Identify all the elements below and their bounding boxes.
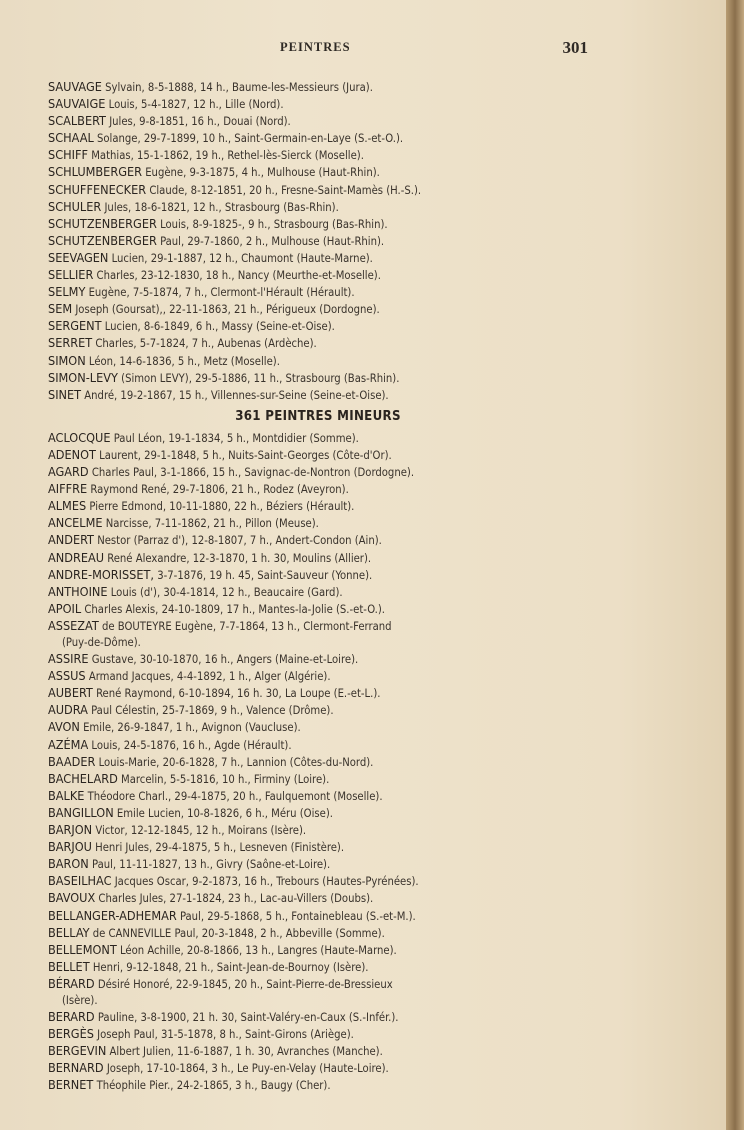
entry-details: Théodore Charl., 29-4-1875, 20 h., Faulquemont (Moselle). (87, 789, 383, 803)
list-entry (48, 318, 588, 335)
entry-name: BELLANGER-ADHEMAR (48, 907, 177, 923)
entry-name: SAUVAGE (48, 79, 102, 94)
entry-details: Victor, 12-12-1845, 12 h., Moirans (Isère). (95, 824, 307, 838)
list-entry (48, 873, 588, 890)
entry-name: SERRET (48, 335, 93, 351)
list-entry (48, 515, 588, 532)
entry-details: Louis (d'), 30-4-1814, 12 h., Beaucaire (Gard). (110, 585, 343, 599)
entry-name: SCHLUMBERGER (48, 164, 142, 180)
list-entry (48, 822, 588, 839)
entry-details: Eugène, 9-3-1875, 4 h., Mulhouse (Haut-Rhin). (145, 166, 380, 180)
list-entry (48, 447, 588, 464)
list-entry (48, 702, 588, 719)
entry-details: Henri, 9-12-1848, 21 h., Saint-Jean-de-Bournoy (Isère). (92, 960, 369, 974)
entry-name: ADENOT (48, 446, 96, 462)
entry-name: BERNET (48, 1077, 94, 1093)
page-number: 301 (562, 38, 588, 57)
entry-name: SEM (48, 301, 73, 317)
list-entry (48, 233, 588, 250)
entry-details: de CANNEVILLE Paul, 20-3-1848, 2 h., Abbeville (Somme). (92, 926, 385, 940)
entry-name: SIMON-LEVY (48, 369, 118, 385)
entry-details: Léon Achille, 20-8-1866, 13 h., Langres (Haute-Marne). (120, 943, 397, 957)
list-entry (48, 147, 588, 164)
entry-name: ASSIRE (48, 651, 89, 667)
entry-details: André, 19-2-1867, 15 h., Villennes-sur-Seine (Seine-et-Oise). (84, 388, 389, 402)
entry-name: SINET (48, 386, 82, 402)
list-entry (48, 567, 588, 584)
entry-details: Louis, 5-4-1827, 12 h., Lille (Nord). (108, 98, 284, 112)
list-entry (48, 267, 588, 284)
list-entry (48, 79, 588, 96)
entry-details: Narcisse, 7-11-1862, 21 h., Pillon (Meuse). (105, 517, 319, 531)
entry-name: BELLEMONT (48, 941, 117, 957)
entry-name: AVON (48, 719, 80, 735)
entry-name: APOIL (48, 600, 82, 616)
entry-details: Mathias, 15-1-1862, 19 h., Rethel-lès-Sierck (Moselle). (91, 149, 364, 163)
entry-name: SAUVAIGE (48, 96, 106, 112)
entry-details: Jules, 9-8-1851, 16 h., Douai (Nord). (109, 115, 291, 129)
entry-name: SEEVAGEN (48, 249, 109, 265)
list-entry (48, 788, 588, 805)
list-entry (48, 301, 588, 318)
entry-details: Léon, 14-6-1836, 5 h., Metz (Moselle). (88, 354, 280, 368)
entry-details: Emile, 26-9-1847, 1 h., Avignon (Vaucluse). (83, 721, 301, 735)
entry-details: Paul Léon, 19-1-1834, 5 h., Montdidier (Somme). (113, 431, 359, 445)
entry-name: BERNARD (48, 1060, 104, 1076)
entry-name: BERGÈS (48, 1026, 94, 1042)
entry-details: Charles, 23-12-1830, 18 h., Nancy (Meurthe-et-Moselle). (96, 269, 381, 283)
entry-name: ANTHOINE (48, 583, 108, 599)
entry-name: AZÉMA (48, 736, 89, 752)
entry-name: ASSUS (48, 668, 86, 684)
entry-name: BACHELARD (48, 770, 118, 786)
list-entry (48, 771, 588, 788)
entry-details: Armand Jacques, 4-4-1892, 1 h., Alger (Algérie). (88, 670, 331, 684)
list-entry (48, 1077, 588, 1094)
list-entry (48, 754, 588, 771)
list-entry (48, 481, 588, 498)
entry-name: ANCELME (48, 515, 103, 531)
entry-details: Pierre Edmond, 10-11-1880, 22 h., Béziers (Hérault). (89, 500, 355, 514)
entry-details: Joseph, 17-10-1864, 3 h., Le Puy-en-Velay (Haute-Loire). (106, 1062, 389, 1076)
list-entry (48, 737, 588, 754)
list-entry (48, 532, 588, 549)
list-entry (48, 284, 588, 301)
entry-details: Henri Jules, 29-4-1875, 5 h., Lesneven (Finistère). (95, 841, 345, 855)
entry-list-mineurs (48, 430, 588, 1095)
entry-details: Pauline, 3-8-1900, 21 h. 30, Saint-Valéry-en-Caux (S.-Infér.). (97, 1011, 399, 1025)
entry-details: Lucien, 29-1-1887, 12 h., Chaumont (Haute-Marne). (111, 251, 373, 265)
entry-details: René Raymond, 6-10-1894, 16 h. 30, La Loupe (E.-et-L.). (96, 687, 381, 701)
entry-name: BÉRARD (48, 975, 95, 991)
entry-details: de BOUTEYRE Eugène, 7-7-1864, 13 h., Clermont-Ferrand (101, 619, 392, 633)
list-entry (48, 387, 588, 404)
entry-details: Gustave, 30-10-1870, 16 h., Angers (Maine-et-Loire). (91, 653, 359, 667)
entry-name: ANDREAU (48, 549, 105, 565)
list-entry (48, 601, 588, 618)
list-entry (48, 890, 588, 907)
entry-details: Paul, 29-5-1868, 5 h., Fontainebleau (S.-et-M.). (179, 909, 416, 923)
list-entry (48, 584, 588, 601)
entry-name: SCHIFF (48, 147, 89, 163)
list-entry (48, 618, 588, 651)
entry-details: Paul Célestin, 25-7-1869, 9 h., Valence (Drôme). (91, 704, 334, 718)
entry-name: SCHAAL (48, 130, 94, 146)
list-entry (48, 335, 588, 352)
book-spine (726, 0, 744, 1130)
list-entry (48, 1026, 588, 1043)
entry-name: BERGEVIN (48, 1043, 107, 1059)
list-entry (48, 668, 588, 685)
entry-details: Marcelin, 5-5-1816, 10 h., Firminy (Loire). (121, 772, 330, 786)
entry-details: (Simon LEVY), 29-5-1886, 11 h., Strasbourg (Bas-Rhin). (121, 371, 400, 385)
list-entry (48, 651, 588, 668)
entry-name: BANGILLON (48, 804, 114, 820)
list-entry (48, 908, 588, 925)
entry-name: AUDRA (48, 702, 88, 718)
entry-details: 3-7-1876, 19 h. 45, Saint-Sauveur (Yonne). (157, 568, 373, 582)
entry-details: Louis, 24-5-1876, 16 h., Agde (Hérault). (91, 738, 292, 752)
running-title: PEINTRES (280, 40, 351, 54)
entry-details: Théophile Pier., 24-2-1865, 3 h., Baugy (Cher). (96, 1079, 331, 1093)
entry-details: Louis-Marie, 20-6-1828, 7 h., Lannion (Côtes-du-Nord). (98, 755, 374, 769)
list-entry (48, 550, 588, 567)
entry-continuation: (Puy-de-Dôme). (62, 636, 141, 649)
list-entry (48, 685, 588, 702)
entry-name: SIMON (48, 352, 86, 368)
list-entry (48, 839, 588, 856)
entry-name: SCHUTZENBERGER (48, 215, 157, 231)
entry-name: BAVOUX (48, 890, 96, 906)
list-entry (48, 856, 588, 873)
entry-details: Lucien, 8-6-1849, 6 h., Massy (Seine-et-Oise). (104, 320, 335, 334)
entry-details: Sylvain, 8-5-1888, 14 h., Baume-les-Messieurs (Jura). (105, 81, 373, 94)
entry-details: Paul, 11-11-1827, 13 h., Givry (Saône-et-Loire). (92, 858, 331, 872)
entry-details: Joseph Paul, 31-5-1878, 8 h., Saint-Girons (Ariège). (97, 1028, 354, 1042)
list-entry (48, 130, 588, 147)
entry-name: BARON (48, 856, 89, 872)
entry-name: ACLOCQUE (48, 429, 111, 445)
entry-details: Désiré Honoré, 22-9-1845, 20 h., Saint-Pierre-de-Bressieux (97, 977, 393, 991)
list-entry (48, 719, 588, 736)
entry-details: Laurent, 29-1-1848, 5 h., Nuits-Saint-Georges (Côte-d'Or). (99, 448, 392, 462)
entry-name: AUBERT (48, 685, 93, 701)
list-entry (48, 96, 588, 113)
list-entry (48, 925, 588, 942)
section-heading: 361 PEINTRES MINEURS (235, 408, 401, 424)
list-entry (48, 250, 588, 267)
entry-name: SCHUTZENBERGER (48, 232, 157, 248)
list-entry (48, 216, 588, 233)
list-entry (48, 976, 588, 1009)
entry-name: BAADER (48, 753, 96, 769)
entry-name: BELLET (48, 958, 90, 974)
entry-name: BASEILHAC (48, 873, 112, 889)
list-entry (48, 942, 588, 959)
list-entry (48, 1009, 588, 1026)
entry-details: Raymond René, 29-7-1806, 21 h., Rodez (Aveyron). (90, 483, 349, 497)
entry-details: Joseph (Goursat),, 22-11-1863, 21 h., Périgueux (Dordogne). (75, 303, 380, 317)
entry-details: Albert Julien, 11-6-1887, 1 h. 30, Avranches (Manche). (109, 1045, 383, 1059)
entry-details: Emile Lucien, 10-8-1826, 6 h., Méru (Oise). (116, 806, 333, 820)
list-entry (48, 959, 588, 976)
entry-name: AGARD (48, 464, 89, 480)
list-entry (48, 353, 588, 370)
entry-name: SELMY (48, 284, 86, 300)
entry-name: SERGENT (48, 318, 102, 334)
entry-name: BERARD (48, 1009, 95, 1025)
list-entry (48, 113, 588, 130)
entry-name: SCHULER (48, 198, 102, 214)
entry-name: ANDRE-MORISSET, (48, 566, 155, 582)
entry-name: BELLAY (48, 924, 90, 940)
list-entry (48, 164, 588, 181)
page-body (48, 79, 588, 1095)
entry-name: BARJOU (48, 839, 92, 855)
entry-name: BARJON (48, 822, 93, 838)
entry-details: René Alexandre, 12-3-1870, 1 h. 30, Moulins (Allier). (107, 551, 372, 565)
list-entry (48, 430, 588, 447)
list-entry (48, 805, 588, 822)
entry-details: Jacques Oscar, 9-2-1873, 16 h., Trebours (Hautes-Pyrénées). (114, 875, 419, 889)
entry-details: Solange, 29-7-1899, 10 h., Saint-Germain-en-Laye (S.-et-O.). (97, 132, 404, 146)
list-entry (48, 464, 588, 481)
entry-name: BALKE (48, 787, 85, 803)
entry-list-main (48, 79, 588, 404)
entry-details: Charles Jules, 27-1-1824, 23 h., Lac-au-Villers (Doubs). (98, 892, 374, 906)
list-entry (48, 1043, 588, 1060)
entry-name: ASSEZAT (48, 617, 99, 633)
list-entry (48, 1060, 588, 1077)
list-entry (48, 182, 588, 199)
entry-details: Eugène, 7-5-1874, 7 h., Clermont-l'Hérault (Hérault). (88, 286, 355, 300)
entry-name: SELLIER (48, 267, 94, 283)
entry-details: Louis, 8-9-1825-, 9 h., Strasbourg (Bas-Rhin). (160, 217, 388, 231)
entry-details: Charles, 5-7-1824, 7 h., Aubenas (Ardèche). (95, 337, 317, 351)
entry-name: ANDERT (48, 532, 94, 548)
entry-details: Charles Alexis, 24-10-1809, 17 h., Mantes-la-Jolie (S.-et-O.). (84, 602, 386, 616)
entry-continuation: (Isère). (62, 993, 98, 1007)
entry-details: Charles Paul, 3-1-1866, 15 h., Savignac-de-Nontron (Dordogne). (91, 466, 415, 480)
entry-details: Jules, 18-6-1821, 12 h., Strasbourg (Bas-Rhin). (104, 200, 339, 214)
list-entry (48, 370, 588, 387)
list-entry (48, 199, 588, 216)
entry-details: Claude, 8-12-1851, 20 h., Fresne-Saint-Mamès (H.-S.). (149, 183, 422, 197)
entry-details: Paul, 29-7-1860, 2 h., Mulhouse (Haut-Rhin). (160, 234, 385, 248)
entry-name: ALMES (48, 498, 87, 514)
list-entry (48, 498, 588, 515)
entry-name: SCHUFFENECKER (48, 181, 147, 197)
entry-details: Nestor (Parraz d'), 12-8-1807, 7 h., Andert-Condon (Ain). (97, 534, 382, 548)
entry-name: AIFFRE (48, 481, 88, 497)
entry-name: SCALBERT (48, 113, 106, 129)
